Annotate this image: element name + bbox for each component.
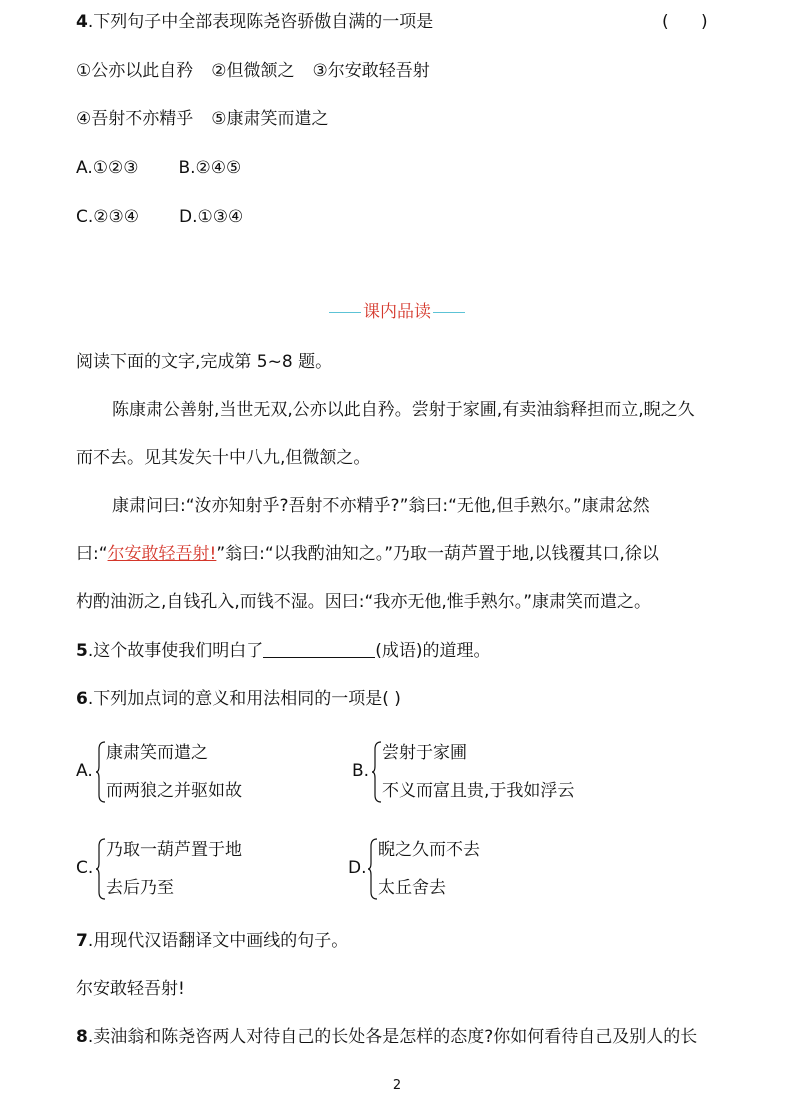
q6-number: 6	[76, 689, 88, 709]
choice-line: 太丘舍去	[378, 878, 446, 898]
q6-stem	[76, 687, 401, 711]
choice-line: 乃取一葫芦置于地	[106, 840, 242, 860]
q6-text: .下列加点词的意义和用法相同的一项是( )	[87, 689, 401, 709]
page-number: 2	[392, 1078, 402, 1093]
q7-stem	[76, 929, 348, 953]
q5-number: 5	[76, 641, 88, 661]
choice-line: 尝射于家圃	[382, 743, 467, 763]
section-title: 课内品读	[363, 302, 431, 322]
underlined-sentence: 尔安敢轻吾射!	[107, 544, 217, 564]
q4-option-b: B.②④⑤	[178, 158, 242, 178]
q4-option-d: D.①③④	[179, 207, 244, 227]
q4-item: ①公亦以此自矜	[76, 61, 194, 81]
heading-rule-right	[433, 312, 465, 313]
q4-items-line2	[76, 107, 329, 131]
choice-line: 去后乃至	[106, 878, 174, 898]
reading-intro: 阅读下面的文字,完成第 5~8 题。	[76, 352, 333, 372]
q5-text-post: (成语)的道理。	[375, 641, 491, 661]
passage-text: ”翁曰:“以我酌油知之。”乃取一葫芦置于地,以钱覆其口,徐以	[216, 544, 659, 564]
q4-items-line1	[76, 59, 430, 83]
q8-stem	[76, 1025, 697, 1049]
q4-number: 4	[76, 12, 88, 32]
q4-options-row1	[76, 156, 241, 180]
section-heading	[0, 300, 794, 324]
q8-text: .卖油翁和陈尧咨两人对待自己的长处各是怎样的态度?你如何看待自己及别人的长	[87, 1027, 698, 1047]
q7-text: .用现代汉语翻译文中画线的句子。	[87, 931, 349, 951]
q4-item: ②但微颔之	[211, 61, 295, 81]
choice-letter: A.	[76, 761, 93, 781]
q5-answer-blank[interactable]	[263, 639, 375, 658]
q4-answer-paren: ( )	[662, 12, 708, 32]
q8-number: 8	[76, 1027, 88, 1047]
brace-icon	[96, 838, 106, 900]
q4-item: ⑤康肃笑而遣之	[211, 109, 329, 129]
q4-stem	[76, 10, 433, 34]
choice-line: 康肃笑而遣之	[106, 743, 208, 763]
passage-line: 杓酌油沥之,自钱孔入,而钱不湿。因曰:“我亦无他,惟手熟尔。”康肃笑而遣之。	[76, 592, 652, 612]
heading-rule-left	[329, 312, 361, 313]
choice-letter: D.	[348, 858, 367, 878]
q5-text-pre: .这个故事使我们明白了	[87, 641, 264, 661]
q4-options-row2	[76, 205, 243, 229]
q4-option-a: A.①②③	[76, 158, 139, 178]
passage-line: 康肃问曰:“汝亦知射乎?吾射不亦精乎?”翁曰:“无他,但手熟尔。”康肃忿然	[112, 496, 650, 516]
passage-text: 曰:“	[76, 544, 108, 564]
passage-line: 而不去。见其发矢十中八九,但微颔之。	[76, 448, 371, 468]
brace-icon	[372, 741, 382, 803]
choice-line: 不义而富且贵,于我如浮云	[382, 781, 575, 801]
choice-line: 而两狼之并驱如故	[106, 781, 242, 801]
q7-number: 7	[76, 931, 88, 951]
passage-line	[76, 542, 659, 566]
brace-icon	[96, 741, 106, 803]
q4-item: ④吾射不亦精乎	[76, 109, 194, 129]
q4-option-c: C.②③④	[76, 207, 139, 227]
passage-line: 陈康肃公善射,当世无双,公亦以此自矜。尝射于家圃,有卖油翁释担而立,睨之久	[112, 400, 695, 420]
choice-letter: B.	[352, 761, 370, 781]
q4-text: .下列句子中全部表现陈尧咨骄傲自满的一项是	[87, 12, 434, 32]
choice-letter: C.	[76, 858, 94, 878]
q5-stem	[76, 639, 491, 663]
q7-sentence: 尔安敢轻吾射!	[76, 979, 185, 999]
brace-icon	[368, 838, 378, 900]
choice-line: 睨之久而不去	[378, 840, 480, 860]
q4-item: ③尔安敢轻吾射	[312, 61, 430, 81]
